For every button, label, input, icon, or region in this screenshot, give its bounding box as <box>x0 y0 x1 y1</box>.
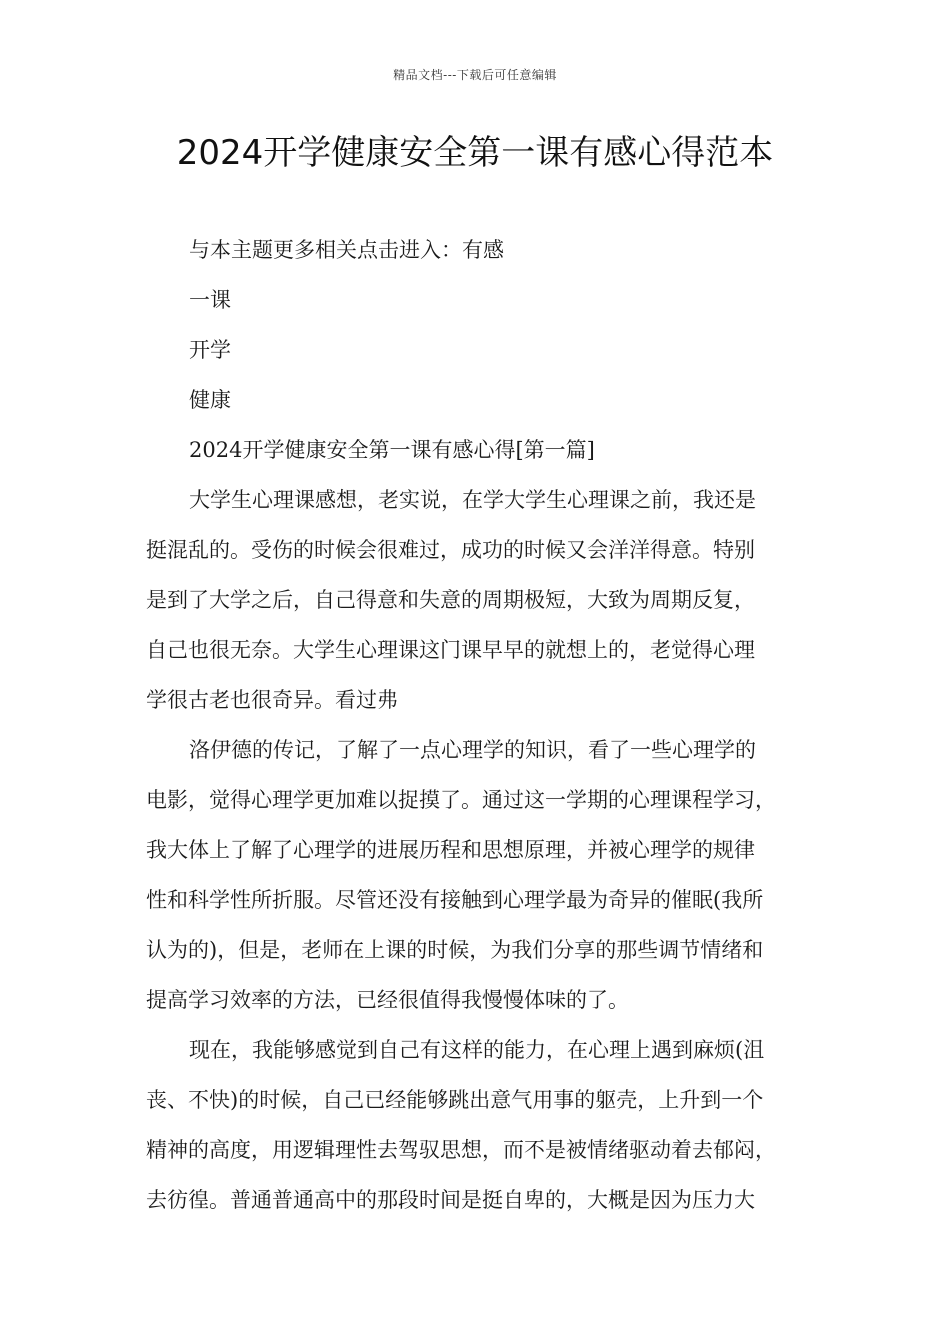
related-link-kaixue[interactable]: 开学 <box>189 338 231 362</box>
paragraph-line: 挺混乱的。受伤的时候会很难过，成功的时候又会洋洋得意。特别 <box>146 538 755 562</box>
paragraph-line: 现在，我能够感觉到自己有这样的能力，在心理上遇到麻烦(沮 <box>189 1038 765 1062</box>
paragraph-line: 性和科学性所折服。尽管还没有接触到心理学最为奇异的催眠(我所 <box>146 888 764 912</box>
related-link-yike[interactable]: 一课 <box>189 288 231 312</box>
related-line: 与本主题更多相关点击进入：有感 <box>189 238 504 262</box>
paragraph-line: 精神的高度，用逻辑理性去驾驭思想，而不是被情绪驱动着去郁闷， <box>146 1138 776 1162</box>
paragraph-line: 提高学习效率的方法，已经很值得我慢慢体味的了。 <box>146 988 629 1012</box>
header-note: 精品文档---下载后可任意编辑 <box>393 68 557 82</box>
paragraph-line: 是到了大学之后，自己得意和失意的周期极短，大致为周期反复， <box>146 588 755 612</box>
paragraph-line: 洛伊德的传记，了解了一点心理学的知识，看了一些心理学的 <box>189 738 756 762</box>
paragraph-line: 学很古老也很奇异。看过弗 <box>146 688 398 712</box>
paragraph-line: 我大体上了解了心理学的进展历程和思想原理，并被心理学的规律 <box>146 838 755 862</box>
paragraph-1 <box>146 475 806 725</box>
related-link-jiankang[interactable]: 健康 <box>189 388 231 412</box>
paragraph-3 <box>146 1025 806 1225</box>
paragraph-line: 去彷徨。普通普通高中的那段时间是挺自卑的，大概是因为压力大 <box>146 1188 755 1212</box>
paragraph-line: 电影，觉得心理学更加难以捉摸了。通过这一学期的心理课程学习， <box>146 788 776 812</box>
paragraph-line: 认为的)，但是，老师在上课的时候，为我们分享的那些调节情绪和 <box>146 938 764 962</box>
paragraph-2 <box>146 725 806 1025</box>
related-links <box>146 225 806 475</box>
section-heading: 2024开学健康安全第一课有感心得[第一篇] <box>189 438 595 462</box>
paragraph-line: 丧、不快)的时候，自己已经能够跳出意气用事的躯壳，上升到一个 <box>146 1088 764 1112</box>
paragraph-line: 自己也很无奈。大学生心理课这门课早早的就想上的，老觉得心理 <box>146 638 755 662</box>
paragraph-line: 大学生心理课感想，老实说，在学大学生心理课之前，我还是 <box>189 488 756 512</box>
document-title: 2024开学健康安全第一课有感心得范本 <box>176 133 774 173</box>
